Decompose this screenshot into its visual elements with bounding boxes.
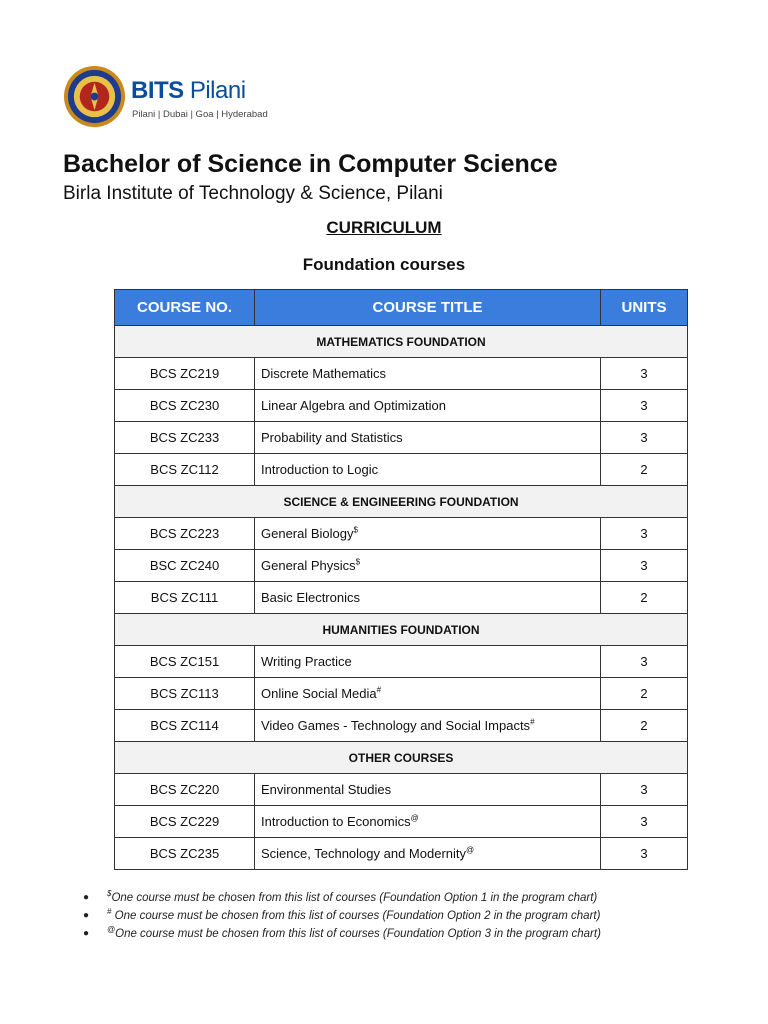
group-row bbox=[115, 326, 688, 358]
course-title bbox=[255, 454, 601, 486]
course-no: BCS ZC230 bbox=[115, 390, 255, 422]
course-no: BCS ZC220 bbox=[115, 774, 255, 806]
footnote-item bbox=[83, 925, 601, 943]
footnote-mark: @ bbox=[410, 813, 419, 823]
course-title bbox=[255, 710, 601, 742]
footnotes-list bbox=[83, 889, 601, 943]
bullet-icon: ● bbox=[83, 928, 90, 939]
bullet-icon: ● bbox=[83, 892, 90, 903]
course-no: BCS ZC219 bbox=[115, 358, 255, 390]
header-units: UNITS bbox=[601, 290, 688, 326]
table-row bbox=[115, 838, 688, 870]
footnote-mark: $ bbox=[355, 557, 361, 567]
course-no: BCS ZC229 bbox=[115, 806, 255, 838]
footnote-mark: # bbox=[107, 907, 112, 917]
table-row bbox=[115, 550, 688, 582]
course-title-text: Discrete Mathematics bbox=[261, 366, 386, 381]
course-title-text: Introduction to Economics bbox=[261, 814, 411, 829]
course-title-text: Introduction to Logic bbox=[261, 462, 379, 477]
course-units: 2 bbox=[601, 678, 688, 710]
footnote-mark: $ bbox=[353, 525, 358, 535]
table-row bbox=[115, 454, 688, 486]
course-title bbox=[255, 806, 601, 838]
course-units: 3 bbox=[601, 390, 688, 422]
table-row bbox=[115, 806, 688, 838]
footnote-text: One course must be chosen from this list of courses (Foundation Option 3 in the program chart) bbox=[115, 928, 601, 940]
group-label: SCIENCE & ENGINEERING FOUNDATION bbox=[115, 486, 688, 518]
course-title bbox=[255, 582, 601, 614]
course-title-text: Linear Algebra and Optimization bbox=[261, 398, 447, 413]
course-no: BCS ZC114 bbox=[115, 710, 255, 742]
course-title-text: Online Social Media bbox=[261, 686, 377, 701]
course-units: 3 bbox=[601, 806, 688, 838]
logo-brand-bold: BITS bbox=[131, 77, 184, 104]
footnote-text: One course must be chosen from this list of courses (Foundation Option 2 in the program chart) bbox=[111, 910, 601, 922]
logo-brand-light: Pilani bbox=[189, 77, 246, 104]
course-title bbox=[255, 550, 601, 582]
table-row bbox=[115, 518, 688, 550]
footnote-mark: @ bbox=[466, 845, 475, 855]
course-title bbox=[255, 646, 601, 678]
course-title-text: Basic Electronics bbox=[261, 590, 360, 605]
table-row bbox=[115, 710, 688, 742]
course-no: BCS ZC112 bbox=[115, 454, 255, 486]
group-row bbox=[115, 486, 688, 518]
course-title-text: Video Games - Technology and Social Impacts bbox=[261, 718, 531, 733]
course-title-text: Science, Technology and Modernity bbox=[261, 846, 466, 861]
footnote-item bbox=[83, 889, 601, 907]
course-units: 2 bbox=[601, 582, 688, 614]
course-no: BCS ZC111 bbox=[115, 582, 255, 614]
course-no: BCS ZC223 bbox=[115, 518, 255, 550]
course-no: BCS ZC233 bbox=[115, 422, 255, 454]
course-title bbox=[255, 838, 601, 870]
course-title bbox=[255, 390, 601, 422]
course-units: 3 bbox=[601, 422, 688, 454]
course-title-text: General Physics bbox=[261, 558, 356, 573]
course-units: 2 bbox=[601, 454, 688, 486]
courses-table bbox=[114, 289, 688, 870]
logo-brand bbox=[131, 77, 246, 105]
table-row bbox=[115, 582, 688, 614]
header-course-no: COURSE NO. bbox=[115, 290, 255, 326]
table-header-row bbox=[115, 290, 688, 326]
course-title bbox=[255, 518, 601, 550]
group-label: OTHER COURSES bbox=[115, 742, 688, 774]
page-subtitle: Birla Institute of Technology & Science, Pilani bbox=[63, 183, 443, 204]
group-label: HUMANITIES FOUNDATION bbox=[115, 614, 688, 646]
course-units: 2 bbox=[601, 710, 688, 742]
footnote-text: One course must be chosen from this list of courses (Foundation Option 1 in the program chart) bbox=[111, 892, 598, 904]
footnote-mark: $ bbox=[107, 889, 112, 899]
course-title-text: Probability and Statistics bbox=[261, 430, 403, 445]
course-units: 3 bbox=[601, 518, 688, 550]
bits-logo bbox=[63, 65, 268, 131]
footnote-mark: # bbox=[530, 717, 535, 727]
footnote-item bbox=[83, 907, 601, 925]
course-no: BCS ZC113 bbox=[115, 678, 255, 710]
table-row bbox=[115, 422, 688, 454]
course-units: 3 bbox=[601, 550, 688, 582]
bullet-icon: ● bbox=[83, 910, 90, 921]
footnote-mark: # bbox=[376, 685, 382, 695]
bits-seal-icon bbox=[63, 65, 126, 128]
course-title bbox=[255, 678, 601, 710]
course-units: 3 bbox=[601, 358, 688, 390]
section-heading: CURRICULUM bbox=[326, 218, 442, 237]
group-row bbox=[115, 614, 688, 646]
table-heading: Foundation courses bbox=[302, 255, 466, 274]
course-units: 3 bbox=[601, 646, 688, 678]
course-title bbox=[255, 422, 601, 454]
course-title bbox=[255, 774, 601, 806]
group-label: MATHEMATICS FOUNDATION bbox=[115, 326, 688, 358]
logo-campuses: Pilani | Dubai | Goa | Hyderabad bbox=[132, 109, 268, 120]
table-row bbox=[115, 646, 688, 678]
course-title bbox=[255, 358, 601, 390]
course-no: BCS ZC235 bbox=[115, 838, 255, 870]
page-title: Bachelor of Science in Computer Science bbox=[63, 150, 558, 178]
course-no: BSC ZC240 bbox=[115, 550, 255, 582]
course-no: BCS ZC151 bbox=[115, 646, 255, 678]
course-title-text: General Biology bbox=[261, 526, 354, 541]
table-row bbox=[115, 678, 688, 710]
header-course-title: COURSE TITLE bbox=[255, 290, 601, 326]
table-row bbox=[115, 774, 688, 806]
footnote-mark: @ bbox=[107, 925, 116, 935]
table-row bbox=[115, 358, 688, 390]
table-row bbox=[115, 390, 688, 422]
course-units: 3 bbox=[601, 838, 688, 870]
group-row bbox=[115, 742, 688, 774]
course-units: 3 bbox=[601, 774, 688, 806]
course-title-text: Environmental Studies bbox=[261, 782, 392, 797]
course-title-text: Writing Practice bbox=[261, 654, 352, 669]
